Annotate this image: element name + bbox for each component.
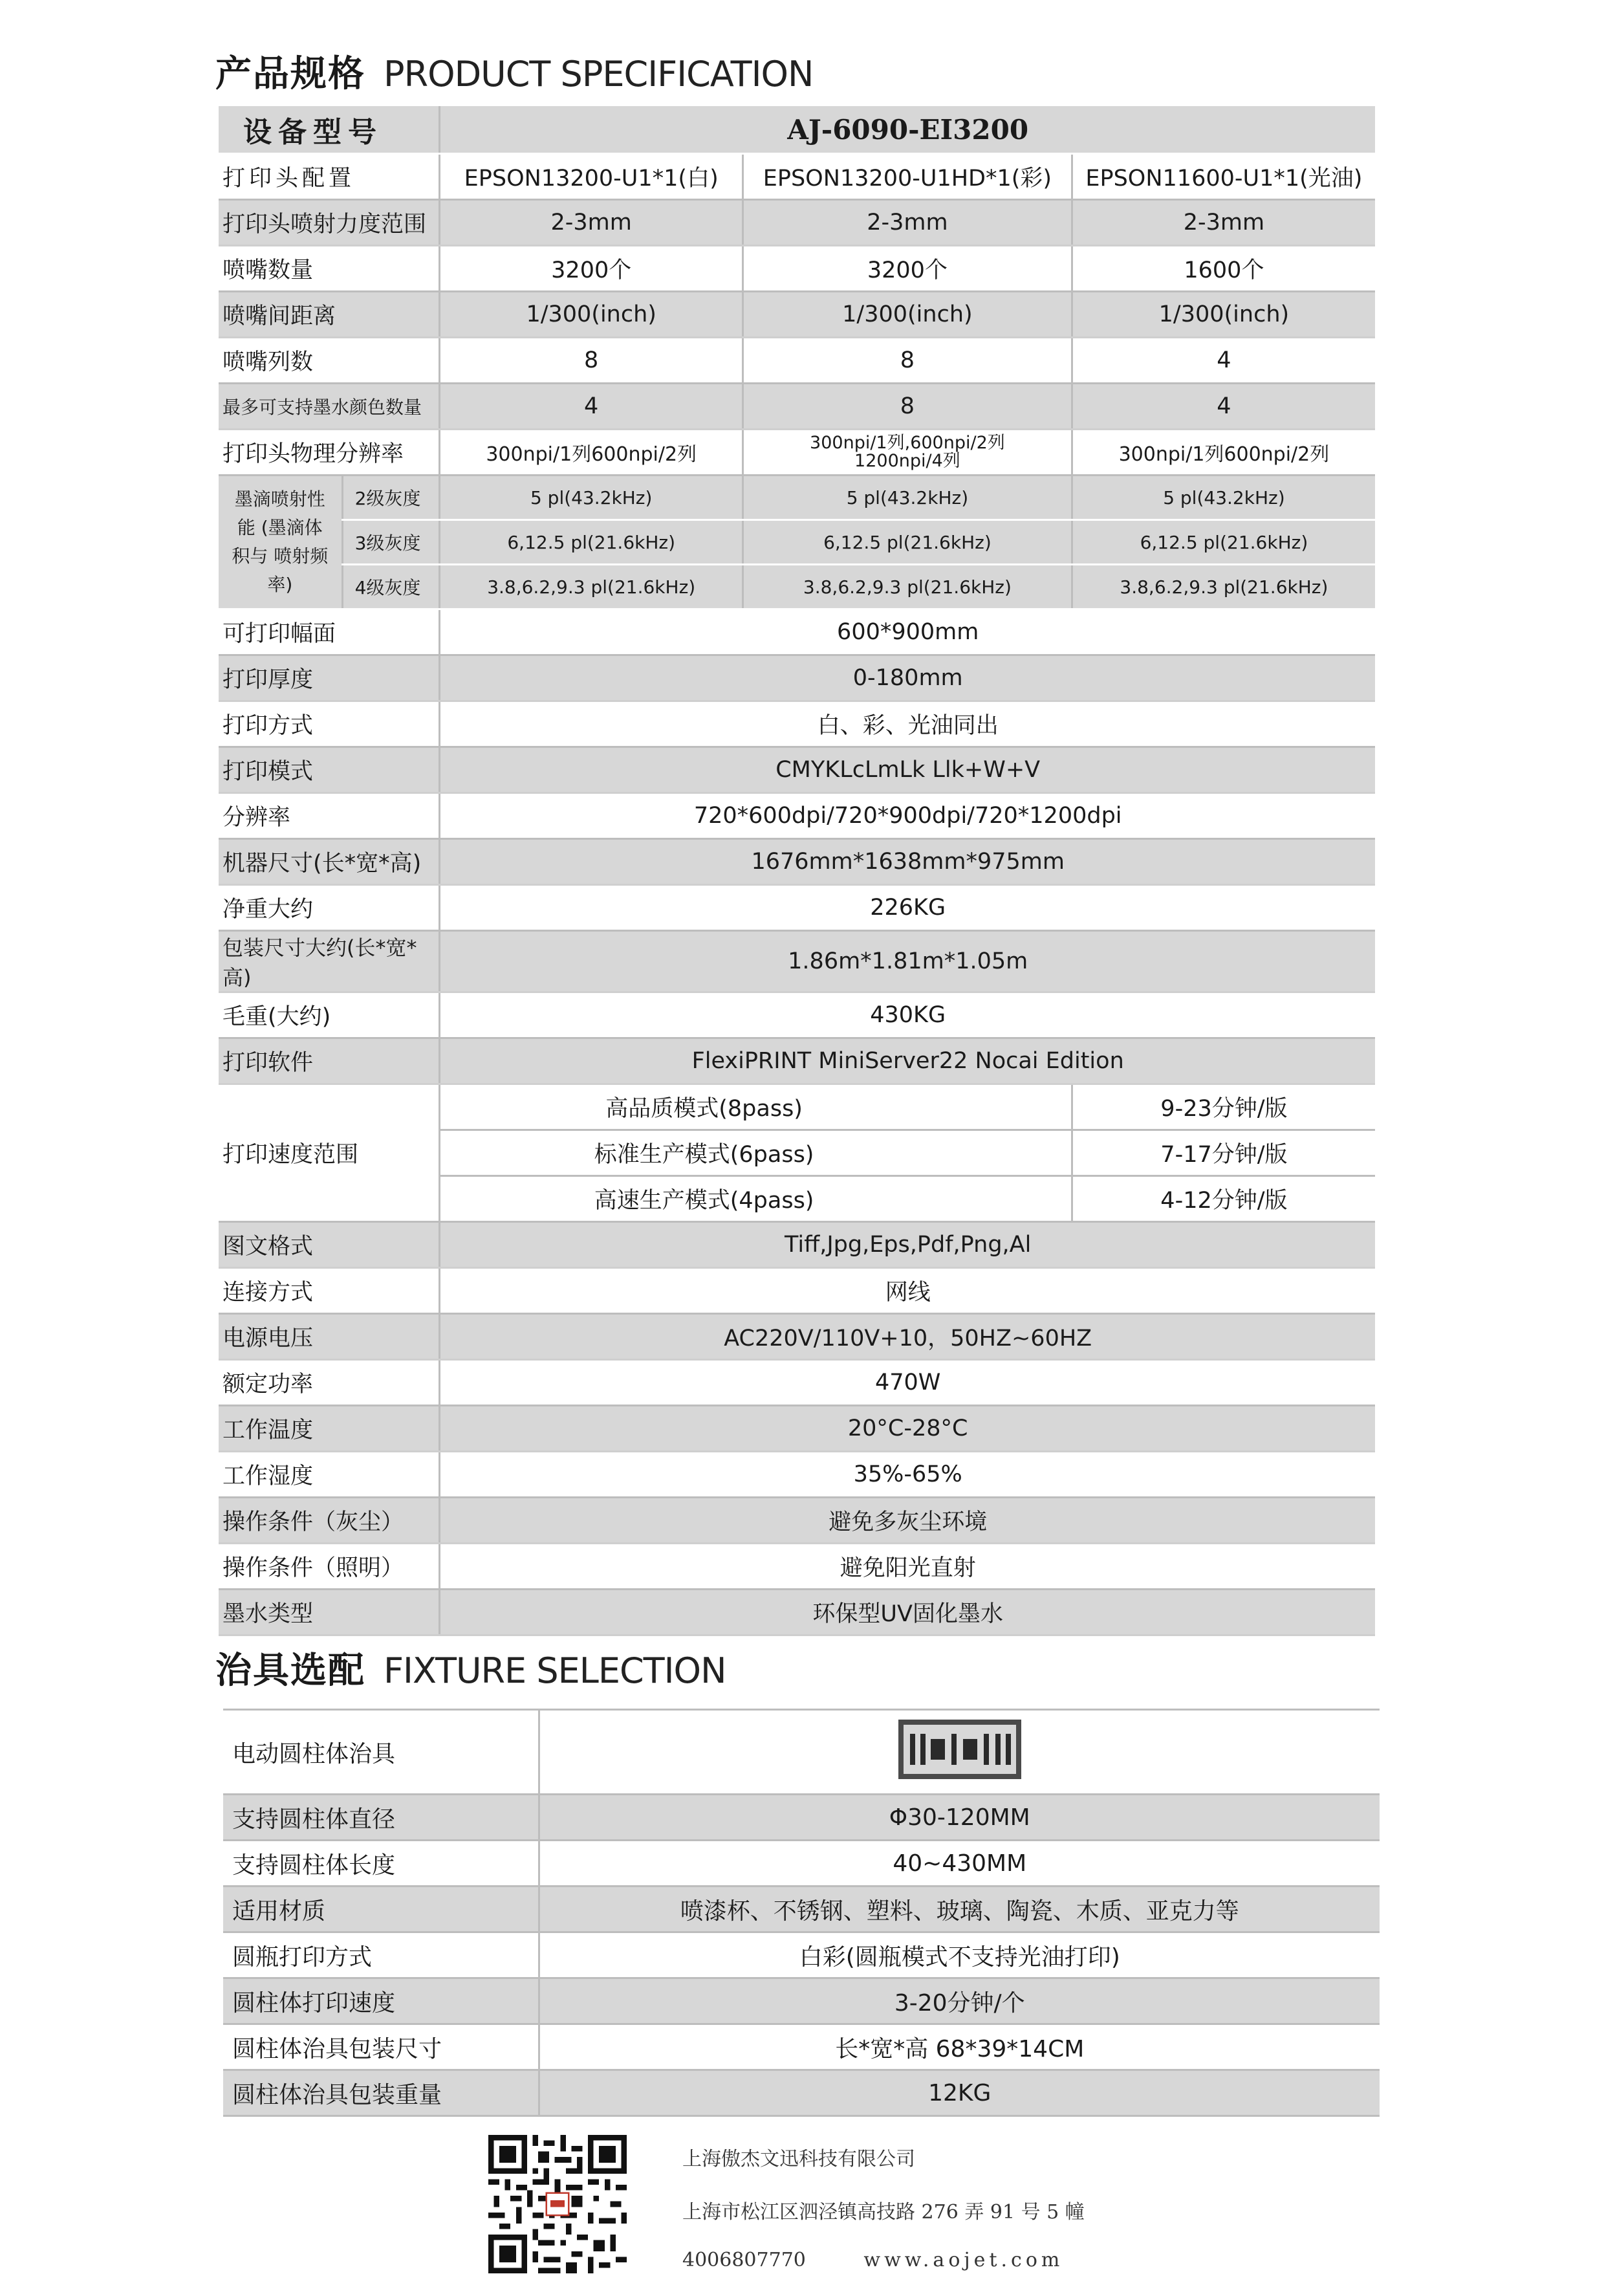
speed-time: 9-23分钟/版	[1072, 1084, 1375, 1130]
cell-value: 4	[1072, 384, 1375, 430]
cell-value: 1/300(inch)	[743, 292, 1072, 338]
table-row	[223, 2070, 1380, 2116]
row-label: 打印软件	[219, 1038, 440, 1084]
row-label: 工作湿度	[219, 1452, 440, 1498]
company-address: 上海市松江区泗泾镇高技路 276 弄 91 号 5 幢	[682, 2201, 1085, 2224]
row-label: 电动圆柱体治具	[223, 1710, 539, 1795]
cell-value: EPSON13200-U1HD*1(彩)	[743, 154, 1072, 200]
spec-header-row	[219, 106, 1375, 154]
table-row	[219, 338, 1375, 384]
spec-title-en: PRODUCT SPECIFICATION	[384, 54, 814, 94]
speed-time: 7-17分钟/版	[1072, 1130, 1375, 1176]
cell-value: 0-180mm	[440, 655, 1375, 701]
row-label: 净重大约	[219, 885, 440, 931]
row-label: 喷嘴数量	[219, 246, 440, 292]
row-label: 可打印幅面	[219, 609, 440, 655]
cell-value: 5 pl(43.2kHz)	[743, 476, 1072, 520]
company-name: 上海傲杰文迅科技有限公司	[682, 2148, 915, 2170]
cell-value: FlexiPRINT MiniServer22 Nocai Edition	[440, 1038, 1375, 1084]
table-row	[219, 1038, 1375, 1084]
speed-mode: 高速生产模式(4pass)	[440, 1176, 1072, 1222]
row-label: 工作温度	[219, 1406, 440, 1452]
cell-value: 300npi/1列600npi/2列	[440, 430, 743, 476]
cell-value: CMYKLcLmLk Llk+W+V	[440, 747, 1375, 793]
table-row	[219, 992, 1375, 1038]
cell-value: 长*宽*高 68*39*14CM	[539, 2024, 1380, 2070]
model-value: AJ-6090-EI3200	[440, 106, 1375, 154]
table-row	[219, 793, 1375, 839]
table-row	[219, 1406, 1375, 1452]
cell-value: 白、彩、光油同出	[440, 701, 1375, 747]
fixture-section-title	[215, 1642, 726, 1700]
cell-value: 1600个	[1072, 246, 1375, 292]
table-row	[219, 1544, 1375, 1590]
row-label: 圆柱体治具包装尺寸	[223, 2024, 539, 2070]
cell-value: 5 pl(43.2kHz)	[440, 476, 743, 520]
table-row	[219, 1268, 1375, 1314]
row-label: 操作条件（照明）	[219, 1544, 440, 1590]
speed-mode: 高品质模式(8pass)	[440, 1084, 1072, 1130]
cell-value: 300npi/1列,600npi/2列 1200npi/4列	[743, 430, 1072, 476]
cell-value: 1/300(inch)	[440, 292, 743, 338]
cell-value: 白彩(圆瓶模式不支持光油打印)	[539, 1932, 1380, 1978]
table-row	[219, 1590, 1375, 1635]
table-row	[223, 1932, 1380, 1978]
cell-value: AC220V/110V+10，50HZ~60HZ	[440, 1314, 1375, 1360]
cell-value: 2-3mm	[1072, 200, 1375, 246]
row-label: 打印头配置	[219, 154, 440, 200]
table-row	[219, 200, 1375, 246]
cell-value: 4	[440, 384, 743, 430]
spec-section-title	[215, 45, 813, 104]
table-row	[219, 476, 1375, 520]
qr-code[interactable]	[488, 2135, 627, 2273]
row-label: 连接方式	[219, 1268, 440, 1314]
row-label: 最多可支持墨水颜色数量	[219, 384, 440, 430]
gray-level-label: 2级灰度	[342, 476, 440, 520]
table-row	[219, 747, 1375, 793]
cell-value: EPSON11600-U1*1(光油)	[1072, 154, 1375, 200]
cell-value: 3.8,6.2,9.3 pl(21.6kHz)	[743, 565, 1072, 609]
table-row	[219, 154, 1375, 200]
cell-value: 2-3mm	[743, 200, 1072, 246]
row-label: 毛重(大约)	[219, 992, 440, 1038]
cell-value: 226KG	[440, 885, 1375, 931]
cell-value: EPSON13200-U1*1(白)	[440, 154, 743, 200]
cell-value: 避免多灰尘环境	[440, 1498, 1375, 1544]
speed-mode: 标准生产模式(6pass)	[440, 1130, 1072, 1176]
cell-value: 8	[743, 384, 1072, 430]
cell-value: 12KG	[539, 2070, 1380, 2116]
table-row	[219, 1084, 1375, 1130]
website-link[interactable]: www.aojet.com	[863, 2249, 1064, 2271]
cell-value: Φ30-120MM	[539, 1795, 1380, 1841]
model-label: 设备型号	[219, 106, 440, 154]
row-label: 打印头喷射力度范围	[219, 200, 440, 246]
table-row	[219, 839, 1375, 885]
spec-title-cn: 产品规格	[215, 53, 365, 95]
cylinder-fixture-image	[898, 1720, 1021, 1779]
speed-time: 4-12分钟/版	[1072, 1176, 1375, 1222]
row-label: 机器尺寸(长*宽*高)	[219, 839, 440, 885]
cell-value: Tiff,Jpg,Eps,Pdf,Png,Al	[440, 1222, 1375, 1268]
droplet-label: 墨滴喷射性能 (墨滴体积与 喷射频率)	[219, 476, 342, 609]
row-label: 打印头物理分辨率	[219, 430, 440, 476]
cell-value: 6,12.5 pl(21.6kHz)	[440, 520, 743, 565]
table-row	[219, 1222, 1375, 1268]
cell-value: 5 pl(43.2kHz)	[1072, 476, 1375, 520]
cell-value: 环保型UV固化墨水	[440, 1590, 1375, 1635]
table-row	[219, 430, 1375, 476]
cell-value: 600*900mm	[440, 609, 1375, 655]
cell-value: 8	[440, 338, 743, 384]
row-label: 圆柱体治具包装重量	[223, 2070, 539, 2116]
spec-table	[219, 106, 1375, 1636]
fixture-title-en: FIXTURE SELECTION	[384, 1650, 726, 1691]
table-row	[223, 2024, 1380, 2070]
cell-value: 3.8,6.2,9.3 pl(21.6kHz)	[1072, 565, 1375, 609]
row-label: 操作条件（灰尘）	[219, 1498, 440, 1544]
cell-value: 35%-65%	[440, 1452, 1375, 1498]
row-label: 圆柱体打印速度	[223, 1978, 539, 2024]
cell-value: 1.86m*1.81m*1.05m	[440, 931, 1375, 992]
table-row	[219, 931, 1375, 992]
table-row	[219, 565, 1375, 609]
cell-value: 网线	[440, 1268, 1375, 1314]
cell-value: 3-20分钟/个	[539, 1978, 1380, 2024]
table-row	[219, 701, 1375, 747]
cell-value: 300npi/1列600npi/2列	[1072, 430, 1375, 476]
cell-value: 3.8,6.2,9.3 pl(21.6kHz)	[440, 565, 743, 609]
cell-value: 喷漆杯、不锈钢、塑料、玻璃、陶瓷、木质、亚克力等	[539, 1886, 1380, 1932]
row-label: 打印厚度	[219, 655, 440, 701]
fixture-table	[223, 1709, 1380, 2117]
cell-value: 430KG	[440, 992, 1375, 1038]
speed-label: 打印速度范围	[219, 1084, 440, 1222]
row-label: 支持圆柱体长度	[223, 1841, 539, 1886]
cell-value: 6,12.5 pl(21.6kHz)	[1072, 520, 1375, 565]
table-row	[223, 1710, 1380, 1795]
row-label: 打印方式	[219, 701, 440, 747]
row-label: 墨水类型	[219, 1590, 440, 1635]
table-row	[223, 1841, 1380, 1886]
table-row	[219, 384, 1375, 430]
table-row	[219, 292, 1375, 338]
cell-value: 40~430MM	[539, 1841, 1380, 1886]
row-label: 支持圆柱体直径	[223, 1795, 539, 1841]
phone-number: 4006807770	[682, 2249, 806, 2271]
table-row	[219, 1314, 1375, 1360]
cell-value: 2-3mm	[440, 200, 743, 246]
cell-value: 8	[743, 338, 1072, 384]
row-label: 额定功率	[219, 1360, 440, 1406]
cell-value: 4	[1072, 338, 1375, 384]
gray-level-label: 3级灰度	[342, 520, 440, 565]
table-row	[223, 1978, 1380, 2024]
row-label: 包装尺寸大约(长*宽*高)	[219, 931, 440, 992]
fixture-image-cell	[539, 1710, 1380, 1795]
row-label: 喷嘴列数	[219, 338, 440, 384]
cell-value: 720*600dpi/720*900dpi/720*1200dpi	[440, 793, 1375, 839]
contact-line	[682, 2249, 1085, 2271]
cell-value: 20°C-28°C	[440, 1406, 1375, 1452]
table-row	[219, 1452, 1375, 1498]
cell-value: 3200个	[743, 246, 1072, 292]
row-label: 图文格式	[219, 1222, 440, 1268]
table-row	[219, 1498, 1375, 1544]
cell-value: 6,12.5 pl(21.6kHz)	[743, 520, 1072, 565]
cell-value: 1676mm*1638mm*975mm	[440, 839, 1375, 885]
row-label: 电源电压	[219, 1314, 440, 1360]
row-label: 适用材质	[223, 1886, 539, 1932]
table-row	[223, 1795, 1380, 1841]
table-row	[219, 655, 1375, 701]
table-row	[219, 885, 1375, 931]
cell-value: 1/300(inch)	[1072, 292, 1375, 338]
footer-contact	[682, 2143, 1085, 2296]
fixture-title-cn: 治具选配	[215, 1650, 365, 1692]
gray-level-label: 4级灰度	[342, 565, 440, 609]
table-row	[219, 246, 1375, 292]
table-row	[223, 1886, 1380, 1932]
cell-value: 3200个	[440, 246, 743, 292]
table-row	[219, 609, 1375, 655]
row-label: 打印模式	[219, 747, 440, 793]
row-label: 喷嘴间距离	[219, 292, 440, 338]
row-label: 分辨率	[219, 793, 440, 839]
cell-value: 470W	[440, 1360, 1375, 1406]
table-row	[219, 1360, 1375, 1406]
table-row	[219, 520, 1375, 565]
row-label: 圆瓶打印方式	[223, 1932, 539, 1978]
cell-value: 避免阳光直射	[440, 1544, 1375, 1590]
